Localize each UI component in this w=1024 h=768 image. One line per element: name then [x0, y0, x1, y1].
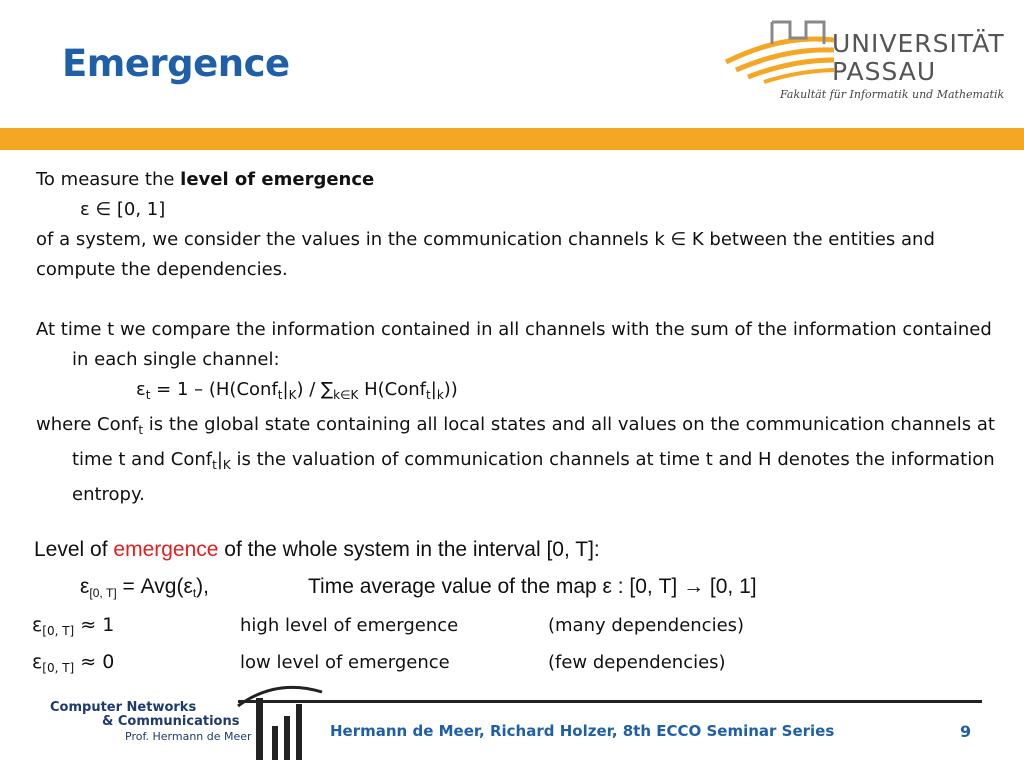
cnc-logo-icon — [236, 676, 326, 762]
paragraph-where: where Conf$_t$ is the global state containing all local states and all values on the communication channels at time t and $Conf_t|_K$ is the valuation of communication channels at time t and H denotes the information entropy. — [36, 414, 995, 505]
intro-bold: level of emergence — [180, 169, 375, 190]
paragraph-time: At time t we compare the information contained in all channels with the sum of the information contained in each single channel: — [36, 319, 992, 370]
row-high-desc: high level of emergence — [240, 615, 459, 636]
row-low: $\varepsilon_{[0, T]} \approx 0$ — [32, 651, 115, 675]
university-name-line2: PASSAU — [832, 57, 937, 86]
paragraph-system: of a system, we consider the values in the communication channels k ∈ K between the entities and compute the dependencies. — [36, 229, 935, 280]
avg-formula: $\varepsilon_{[0, T]} = Avg(\varepsilon_t)$, — [80, 575, 209, 600]
university-name-line1: UNIVERSITÄT — [832, 29, 1005, 58]
footer-divider — [238, 700, 982, 703]
avg-description: Time average value of the map ε : [0, T] → [0, 1] — [308, 575, 757, 598]
university-name — [832, 30, 1005, 86]
level-heading: Level of emergence of the whole system in the interval [0, T]: — [34, 538, 600, 561]
cnc-line3: Prof. Hermann de Meer — [125, 730, 252, 743]
cnc-line2: & Communications — [102, 714, 240, 729]
header-bar — [0, 128, 1024, 150]
slide-title: Emergence — [62, 42, 290, 85]
epsilon-t-formula: $\varepsilon_t = 1$ – ($H(Conf_t|_K) / \sum_{k\in K}$ $H(Conf_t|_k)$) — [136, 379, 458, 402]
row-low-desc: low level of emergence — [240, 652, 450, 673]
row-high-note: (many dependencies) — [548, 615, 745, 636]
faculty-name: Fakultät für Informatik und Mathematik — [780, 88, 1005, 101]
emergence-highlight: emergence — [113, 538, 219, 561]
intro-text: To measure the — [36, 169, 181, 190]
paragraph-intro — [36, 165, 996, 195]
row-high: $\varepsilon_{[0, T]} \approx 1$ — [32, 614, 115, 638]
row-low-note: (few dependencies) — [548, 652, 726, 673]
cnc-line1: Computer Networks — [50, 700, 197, 715]
slide-body — [36, 165, 996, 510]
page-number: 9 — [960, 722, 972, 741]
epsilon-range-formula: ε ∈ [0, 1] — [80, 199, 166, 220]
footer-authors: Hermann de Meer, Richard Holzer, 8th ECCO Seminar Series — [330, 722, 835, 740]
